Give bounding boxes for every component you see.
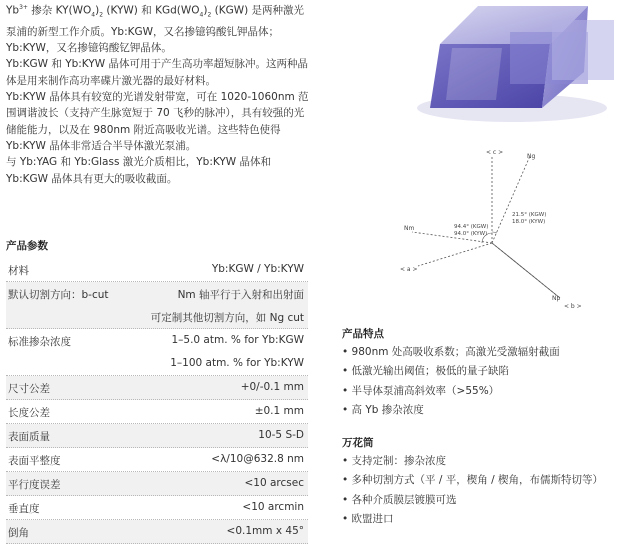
- crystal-image: [392, 0, 618, 130]
- intro-para-2: Yb:KGW 和 Yb:KYW 晶体可用于产生高功率超短脉冲。这两种晶体是用来制作高功率碟片激光器的最好材料。: [6, 58, 308, 87]
- intro-text: [6, 0, 310, 187]
- kaleido-title: 万花筒: [342, 437, 374, 449]
- list-item: • 支持定制：掺杂浓度: [342, 452, 603, 471]
- list-item: • 980nm 处高吸收系数；高激光受激辐射截面: [342, 343, 560, 362]
- spec-row: 垂直度 <10 arcmin: [6, 496, 308, 520]
- axis-b-label: < b >: [564, 303, 582, 310]
- spec-row: 长度公差 ±0.1 mm: [6, 400, 308, 424]
- angle1-kgw: 94.4° (KGW): [454, 224, 489, 230]
- spec-row: 表面平整度 <λ/10@632.8 nm: [6, 448, 308, 472]
- spec-row: 标准掺杂浓度 1–5.0 atm. % for Yb:KGW: [8, 334, 304, 348]
- list-item: • 各种介质膜层镀膜可选: [342, 491, 603, 510]
- intro-para-3: Yb:KYW 晶体具有较宽的光谱发射带宽，可在 1020-1060nm 范围调谐波长（支持产生脉宽短于 70 飞秒的脉冲），具有较强的光储能能力，以及在 980nm 附近高吸收光谱。这些特色使得 Yb:KYW 晶体非常适合半导体激光泵浦。: [6, 91, 309, 152]
- axis-c-label: < c >: [486, 149, 504, 156]
- kaleido-list: [342, 452, 603, 529]
- spec-row: 表面质量 10-5 S-D: [6, 424, 308, 448]
- list-item: • 欧盟进口: [342, 510, 603, 529]
- spec-row: 默认切割方向：b-cut Nm 轴平行于入射和出射面: [6, 282, 308, 305]
- axis-diagram: [390, 148, 618, 318]
- spec-row: 倒角 <0.1mm x 45°: [6, 520, 308, 544]
- intro-para-1: $Yb^{3+}$ 掺杂 $KY(WO_4)_2$ (KYW) 和 $KGd(WO_4)_2$ (KGW) 是两种激光泵浦的新型工作介质。Yb:KGW，又名掺镱钨酸钆钾晶体；Yb:KYW，又名掺镱钨酸钇钾晶体。: [6, 4, 305, 55]
- features-list: [342, 343, 560, 420]
- specs-title: 产品参数: [6, 240, 48, 252]
- spec-row: 平行度误差 <10 arcsec: [6, 472, 308, 496]
- spec-row: 材料 Yb:KGW / Yb:KYW: [6, 258, 308, 282]
- angle2-kgw: 21.5° (KGW): [512, 212, 547, 218]
- features-title: 产品特点: [342, 328, 384, 340]
- axis-a-label: < a >: [400, 266, 418, 273]
- axis-np-label: Np: [552, 295, 561, 302]
- list-item: • 低激光输出阈值；极低的量子缺陷: [342, 362, 560, 381]
- spec-row: 1–100 atm. % for Yb:KYW: [6, 352, 308, 376]
- specs-table: [6, 258, 308, 544]
- axis-ng-label: Ng: [527, 153, 536, 160]
- spec-row: 可定制其他切割方向，如 Ng cut: [6, 305, 308, 329]
- list-item: • 高 Yb 掺杂浓度: [342, 401, 560, 420]
- list-item: • 多种切割方式（平 / 平，楔角 / 楔角，布儒斯特切等）: [342, 471, 603, 490]
- spec-row: 尺寸公差 +0/-0.1 mm: [6, 376, 308, 400]
- angle1-kyw: 94.0° (KYW): [454, 231, 488, 237]
- axis-nm-label: Nm: [404, 225, 415, 232]
- list-item: • 半导体泵浦高斜效率（>55%）: [342, 382, 560, 401]
- intro-para-4: 与 Yb:YAG 和 Yb:Glass 激光介质相比，Yb:KYW 晶体和 Yb:KGW 晶体具有更大的吸收截面。: [6, 156, 272, 185]
- angle2-kyw: 18.0° (KYW): [512, 219, 546, 225]
